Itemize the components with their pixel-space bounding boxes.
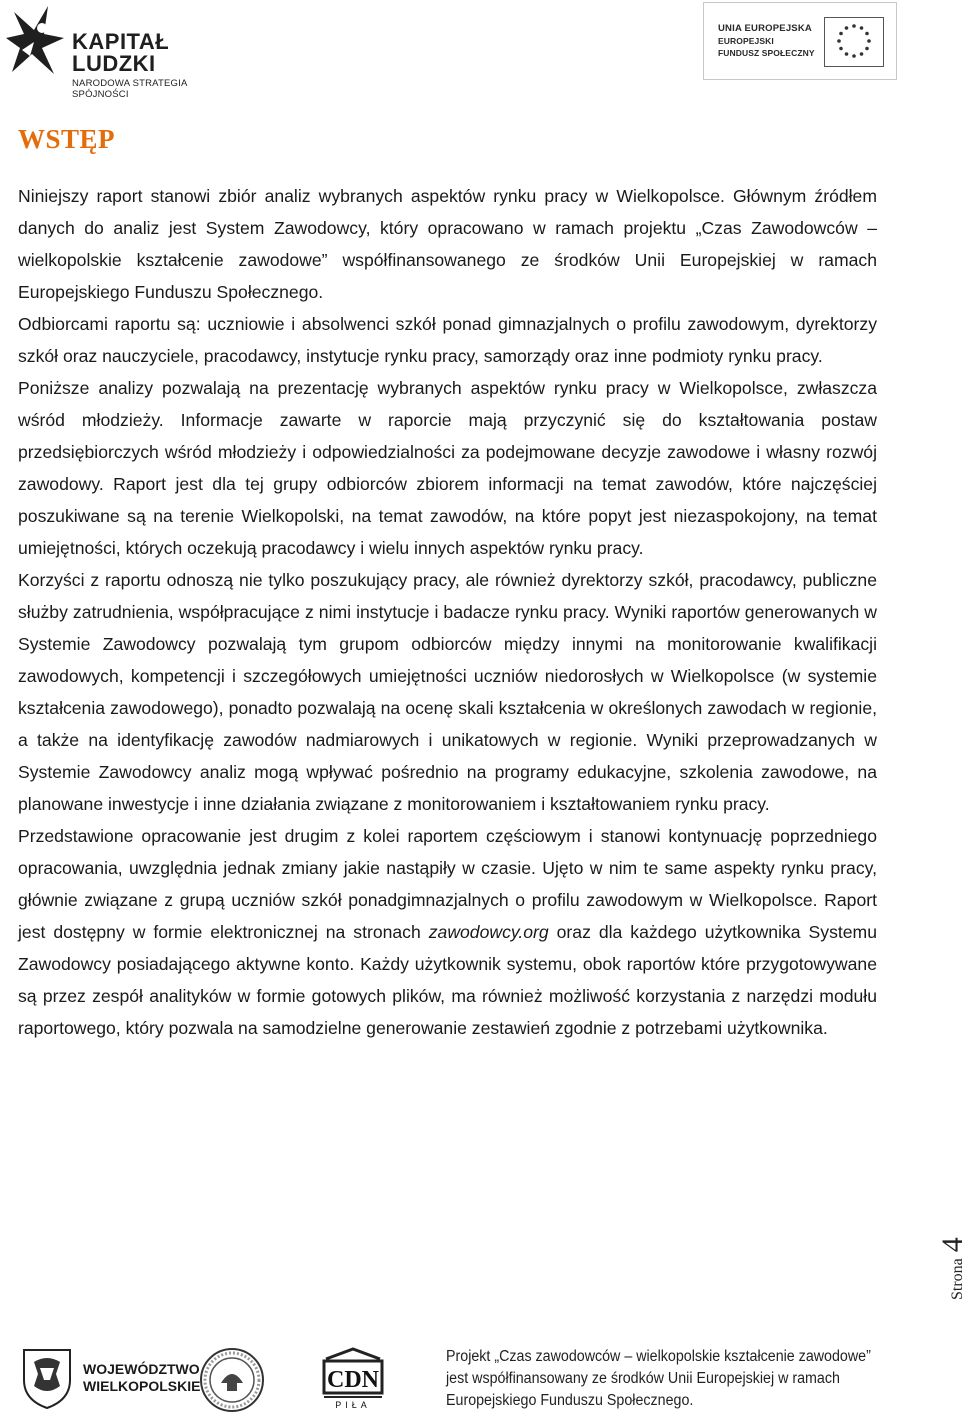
- eu-logo-line3: FUNDUSZ SPOŁECZNY: [718, 48, 815, 58]
- page-number: [936, 1237, 970, 1300]
- paragraph-recipients: Odbiorcami raportu są: uczniowie i absolwenci szkół ponad gimnazjalnych o profilu zawodowym, dyrektorzy szkół oraz nauczyciele, pracodawcy, instytucje rynku pracy, samorządy oraz inne podmioty rynku pracy.: [18, 314, 877, 366]
- kapital-ludzki-subtitle: NARODOWA STRATEGIA SPÓJNOŚCI: [72, 78, 187, 100]
- eu-flag-icon: [824, 17, 884, 67]
- paragraph-analyses: Poniższe analizy pozwalają na prezentację wybranych aspektów rynku pracy w Wielkopolsce, zwłaszcza wśród młodzieży. Informacje zawarte w raporcie mają przyczynić się do kształtowania postaw przedsiębiorczych wśród młodzieży i odpowiedzialności za podejmowane decyzje zawodowe i własny rozwój zawodowy. Raport jest dla tej grupy odbiorców zbiorem informacji na temat zawodów, które najczęściej poszukiwane są na terenie Wielkopolski, na temat zawodów, na które popyt jest niezaspokojony, na temat umiejętności, których oczekują pracodawcy i wielu innych aspektów rynku pracy.: [18, 378, 877, 558]
- eu-logo: [703, 2, 897, 80]
- project-footer-line3: Europejskiego Funduszu Społecznego.: [446, 1392, 694, 1409]
- kapital-ludzki-emblem-icon: [4, 4, 66, 76]
- eu-logo-line2: EUROPEJSKI: [718, 36, 774, 46]
- eu-logo-line1: UNIA EUROPEJSKA: [718, 23, 812, 34]
- wojewodztwo-line2: WIELKOPOLSKIE: [83, 1378, 201, 1394]
- cdn-logo-text: CDN: [327, 1367, 379, 1393]
- paragraph-intro: Niniejszy raport stanowi zbiór analiz wybranych aspektów rynku pracy w Wielkopolsce. Głównym źródłem danych do analiz jest System Zawodowcy, który opracowano w ramach projektu „Czas Zawodowców – wielkopolskie kształcenie zawodowe” współfinansowanego ze środków Unii Europejskiej w ramach Europejskiego Funduszu Społecznego.: [18, 186, 877, 302]
- project-footer-line1: Projekt „Czas zawodowców – wielkopolskie kształcenie zawodowe”: [446, 1348, 871, 1365]
- project-footer-line2: jest współfinansowany ze środków Unii Europejskiej w ramach: [446, 1370, 840, 1387]
- paragraph-continuation-part2: oraz dla każdego użytkownika Systemu Zawodowcy posiadającego aktywne konto. Każdy użytkownik systemu, obok raportów które przygotowywane są przez zespół analityków w formie gotowych plików, ma również możliwość korzystania z narzędzi modułu raportowego, który pozwala na samodzielne generowanie zestawień zgodnie z potrzebami użytkownika.: [18, 922, 877, 1038]
- page-title: WSTĘP: [18, 124, 116, 154]
- wielkopolska-crest-icon: [20, 1346, 74, 1410]
- wojewodztwo-logo-text: [83, 1361, 200, 1395]
- paragraph-continuation: [18, 820, 877, 1044]
- wojewodztwo-line1: WOJEWÓDZTWO: [83, 1361, 200, 1377]
- zawodowcy-link: zawodowcy.org: [428, 922, 549, 942]
- school-seal-icon: [199, 1347, 265, 1413]
- kapital-ludzki-title: KAPITAŁ LUDZKI: [72, 29, 170, 76]
- page-number-value: 4: [936, 1237, 969, 1253]
- project-footer-text: [446, 1346, 878, 1412]
- page-number-label: Strona: [949, 1258, 966, 1300]
- cdn-pila-logo: [318, 1347, 388, 1411]
- body-text: [18, 180, 877, 1044]
- kapital-ludzki-logo: [4, 4, 240, 100]
- paragraph-benefits: Korzyści z raportu odnoszą nie tylko poszukujący pracy, ale również dyrektorzy szkół, pracodawcy, publiczne służby zatrudnienia, współpracujące z nimi instytucje i badacze rynku pracy. Wyniki raportów generowanych w Systemie Zawodowcy pozwalają tym grupom odbiorców między innymi na monitorowanie kwalifikacji zawodowych, kompetencji i szczegółowych umiejętności uczniów niedorosłych w Wielkopolsce (w systemie kształcenia zawodowego), ponadto pozwalają na ocenę skali kształcenia w określonych zawodach w regionie, a także na identyfikację zawodów nadmiarowych i unikatowych w regionie. Wyniki przeprowadzanych w Systemie Zawodowcy analiz mogą wpływać pośrednio na programy edukacyjne, szkolenia zawodowe, na planowane inwestycje i inne działania związane z monitorowaniem i kształtowaniem rynku pracy.: [18, 570, 877, 814]
- cdn-logo-subtext: PIŁA: [335, 1400, 371, 1410]
- paragraph-continuation-part1: Przedstawione opracowanie jest drugim z kolei raportem częściowym i stanowi kontynuację poprzedniego opracowania, uwzględnia jednak zmiany jakie nastąpiły w czasie. Ujęto w nim te same aspekty rynku pracy, głównie związane z grupą uczniów szkół ponadgimnazjalnych o profilu zawodowym w Wielkopolsce. Raport jest dostępny w formie elektronicznej na stronach: [18, 826, 877, 942]
